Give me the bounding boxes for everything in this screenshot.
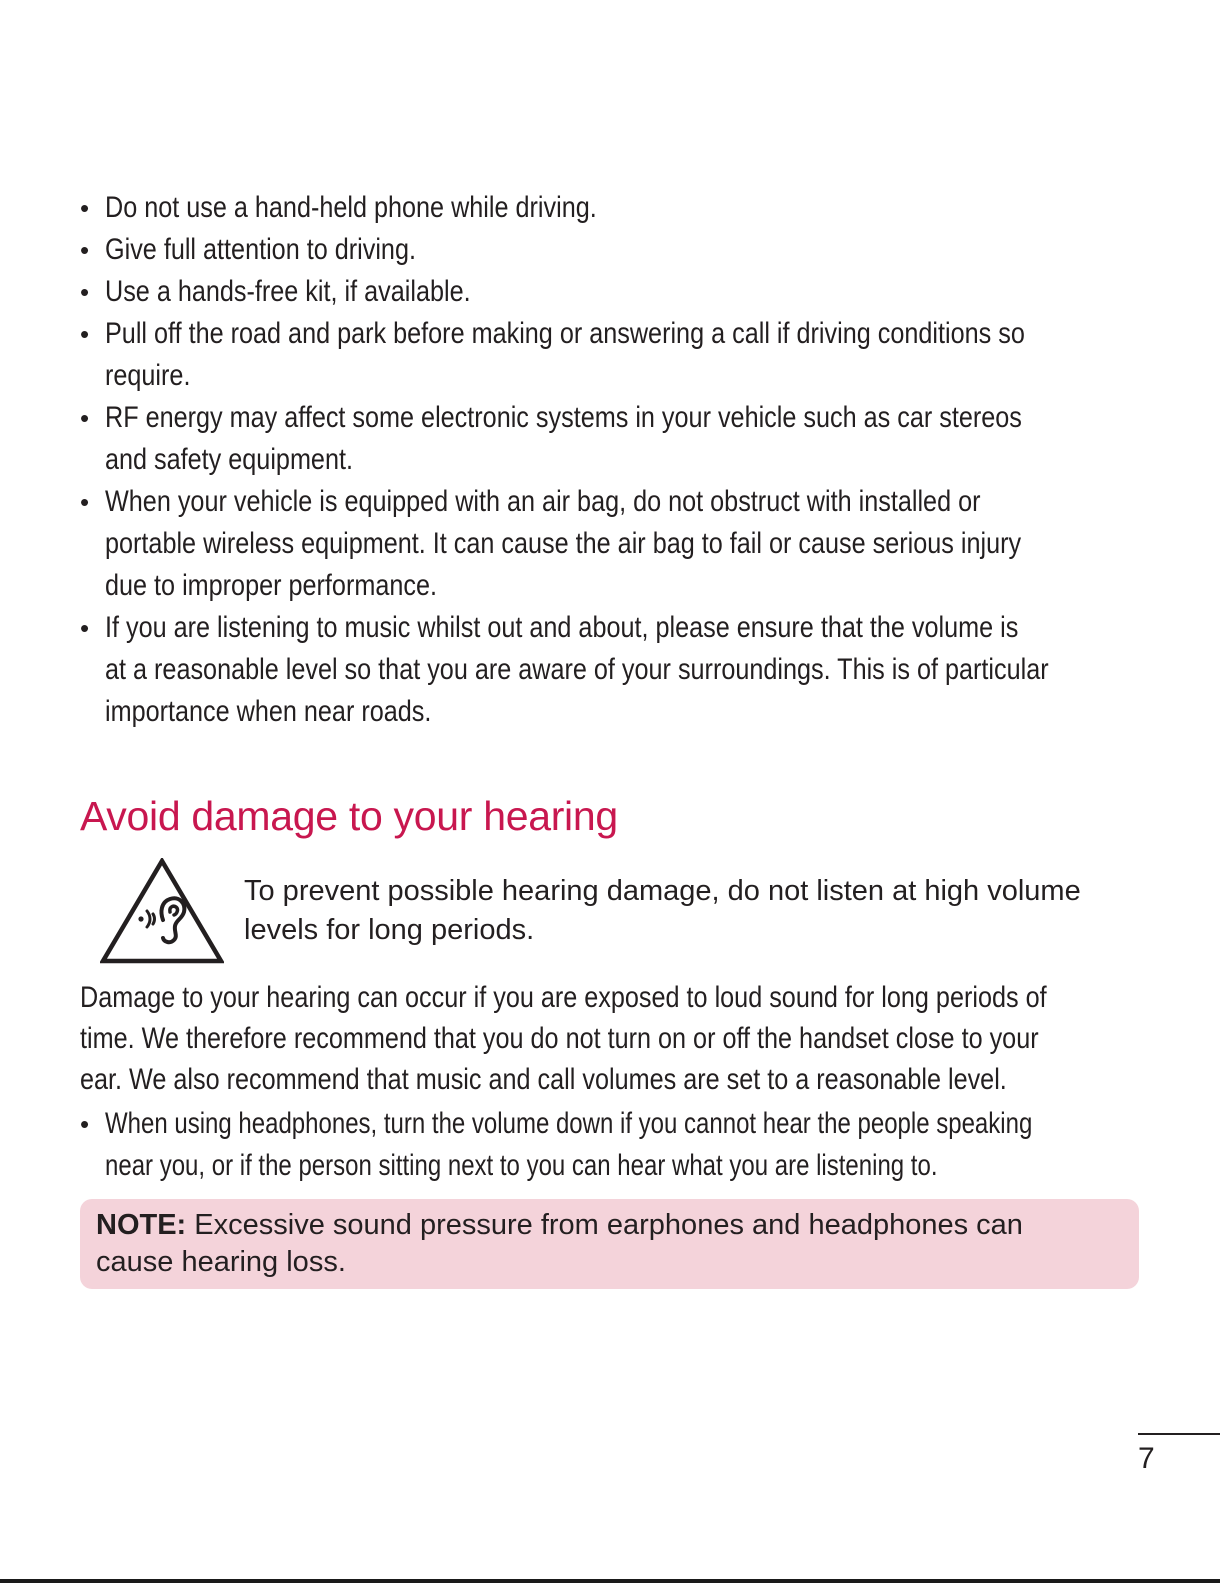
paragraph-line: Damage to your hearing can occur if you are exposed to loud sound for long periods of xyxy=(80,981,1047,1014)
bullet-marker: • xyxy=(80,193,90,223)
bullet-marker: • xyxy=(80,613,90,643)
warning-line: levels for long periods. xyxy=(244,914,535,946)
page-bottom-edge xyxy=(0,1579,1220,1583)
list-item xyxy=(80,397,1220,481)
list-item-text: importance when near roads. xyxy=(105,695,432,728)
list-item-text: Use a hands-free kit, if available. xyxy=(105,275,471,308)
note-line xyxy=(96,1207,1023,1244)
note-line: cause hearing loss. xyxy=(96,1246,346,1278)
list-item-text: at a reasonable level so that you are aware of your surroundings. This is of particular xyxy=(105,653,1049,686)
list-item-text: RF energy may affect some electronic systems in your vehicle such as car stereos xyxy=(105,401,1022,434)
list-item-text: When using headphones, turn the volume down if you cannot hear the people speaking xyxy=(105,1107,1033,1140)
section-title: Avoid damage to your hearing xyxy=(80,793,618,839)
bullet-marker: • xyxy=(80,235,90,265)
bullet-marker: • xyxy=(80,1109,90,1139)
list-item-text: When your vehicle is equipped with an air bag, do not obstruct with installed or xyxy=(105,485,981,518)
hearing-paragraph xyxy=(80,977,1220,1100)
list-item xyxy=(80,187,1220,229)
list-item-text: require. xyxy=(105,359,191,392)
list-item-text: due to improper performance. xyxy=(105,569,437,602)
list-item-text: Give full attention to driving. xyxy=(105,233,416,266)
hearing-warning-text xyxy=(244,872,1081,950)
driving-safety-list xyxy=(80,187,1220,733)
list-item-text: If you are listening to music whilst out and about, please ensure that the volume is xyxy=(105,611,1019,644)
paragraph-line: time. We therefore recommend that you do not turn on or off the handset close to your xyxy=(80,1022,1039,1055)
page-number: 7 xyxy=(1138,1442,1155,1475)
note-body: Excessive sound pressure from earphones and headphones can xyxy=(186,1209,1023,1241)
list-item xyxy=(80,313,1220,397)
note-box xyxy=(80,1199,1139,1289)
bullet-marker: • xyxy=(80,403,90,433)
page-number-rule xyxy=(1138,1433,1220,1435)
bullet-marker: • xyxy=(80,487,90,517)
list-item-text: portable wireless equipment. It can cause the air bag to fail or cause serious injury xyxy=(105,527,1022,560)
warning-line: To prevent possible hearing damage, do not listen at high volume xyxy=(244,875,1081,907)
hearing-warning-icon xyxy=(100,858,224,964)
list-item xyxy=(80,481,1220,607)
headphones-list xyxy=(80,1103,1220,1187)
list-item-text: Do not use a hand-held phone while driving. xyxy=(105,191,597,224)
bullet-marker: • xyxy=(80,319,90,349)
paragraph-line: ear. We also recommend that music and call volumes are set to a reasonable level. xyxy=(80,1063,1007,1096)
list-item xyxy=(80,607,1220,733)
list-item-text: Pull off the road and park before making or answering a call if driving conditions so xyxy=(105,317,1025,350)
note-label: NOTE: xyxy=(96,1209,187,1241)
note-text xyxy=(96,1207,1023,1281)
list-item xyxy=(80,1103,1220,1187)
list-item-text: near you, or if the person sitting next to you can hear what you are listening to. xyxy=(105,1149,938,1182)
bullet-marker: • xyxy=(80,277,90,307)
list-item-text: and safety equipment. xyxy=(105,443,353,476)
list-item xyxy=(80,229,1220,271)
list-item xyxy=(80,271,1220,313)
